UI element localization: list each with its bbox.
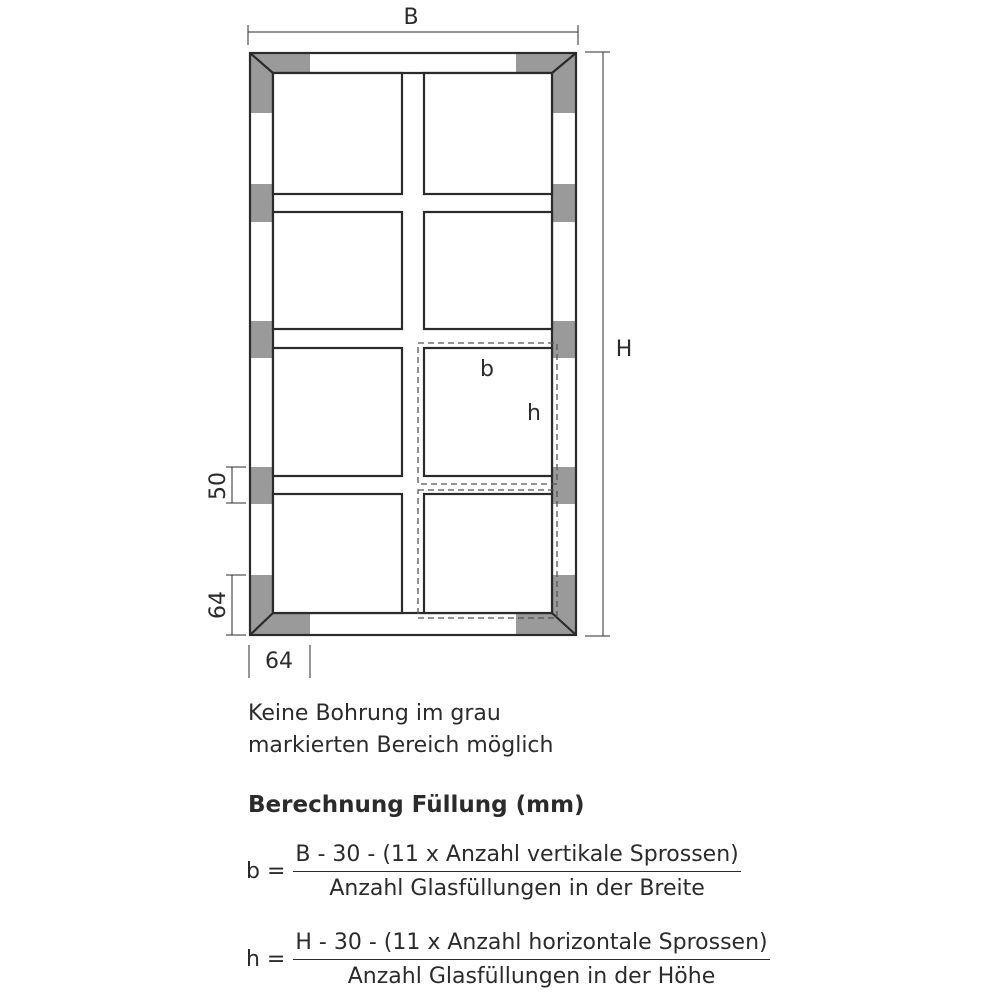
glass-pane	[273, 212, 402, 329]
formula-h-denominator: Anzahl Glasfüllungen in der Höhe	[347, 964, 716, 989]
formula-h	[246, 930, 770, 989]
gray-zone	[250, 575, 273, 635]
formula-b-denominator: Anzahl Glasfüllungen in der Breite	[329, 876, 705, 901]
glass-pane	[273, 494, 402, 613]
frame-horizontal-dim-label: 64	[265, 649, 293, 674]
glass-pane	[273, 348, 402, 476]
calculation-heading: Berechnung Füllung (mm)	[248, 792, 585, 818]
gray-zone	[552, 321, 576, 358]
formula-b	[246, 842, 741, 901]
glass-pane	[424, 212, 552, 329]
frame-vertical-dim-label: 64	[206, 591, 231, 619]
sprosse-dim-label: 50	[206, 472, 231, 500]
glass-pane	[273, 73, 402, 194]
drilling-note	[248, 698, 553, 762]
gray-zone	[552, 467, 576, 504]
glass-pane	[424, 494, 552, 613]
gray-zone	[250, 321, 273, 358]
formula-h-fraction	[293, 930, 769, 989]
formula-b-variable: b =	[246, 859, 286, 884]
height-label: H	[615, 337, 633, 362]
drilling-note-line2: markierten Bereich möglich	[248, 733, 554, 758]
drilling-note-line1: Keine Bohrung im grau	[248, 701, 501, 726]
formula-b-fraction	[293, 842, 740, 901]
formula-h-variable: h =	[246, 947, 286, 972]
gray-zone	[552, 184, 576, 222]
glass-pane	[424, 73, 552, 194]
gray-zone	[250, 467, 273, 504]
pane-width-label: b	[480, 357, 494, 382]
width-label: B	[403, 5, 419, 30]
formula-h-numerator: H - 30 - (11 x Anzahl horizontale Sprossen)	[293, 930, 769, 960]
gray-zone	[552, 575, 576, 635]
gray-zone	[250, 184, 273, 222]
pane-height-label: h	[527, 401, 541, 426]
formula-b-numerator: B - 30 - (11 x Anzahl vertikale Sprossen)	[293, 842, 740, 872]
